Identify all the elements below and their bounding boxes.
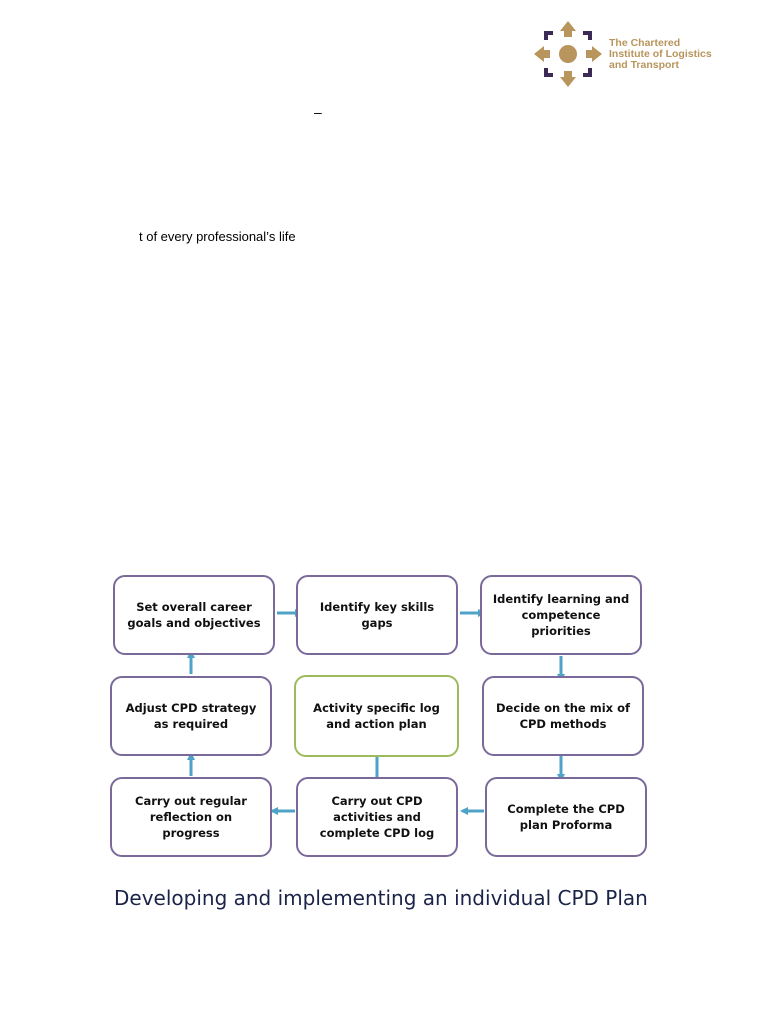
node-complete-cpd-proforma: Complete the CPD plan Proforma bbox=[485, 777, 647, 857]
node-decide-cpd-methods: Decide on the mix of CPD methods bbox=[482, 676, 644, 756]
node-carry-out-cpd-activities: Carry out CPD activities and complete CPD log bbox=[296, 777, 458, 857]
diagram-caption: Developing and implementing an individual CPD Plan bbox=[114, 886, 648, 910]
node-activity-log-action-plan: Activity specific log and action plan bbox=[294, 675, 459, 757]
body-text-fragment: t of every professional’s life bbox=[139, 229, 296, 244]
logo-line-1: The Chartered bbox=[609, 37, 681, 49]
logo-line-3: and Transport bbox=[609, 59, 680, 71]
logo-line-2: Institute of Logistics bbox=[609, 48, 712, 60]
node-carry-out-reflection: Carry out regular reflection on progress bbox=[110, 777, 272, 857]
node-adjust-cpd-strategy: Adjust CPD strategy as required bbox=[110, 676, 272, 756]
node-set-career-goals: Set overall career goals and objectives bbox=[113, 575, 275, 655]
node-identify-skills-gaps: Identify key skills gaps bbox=[296, 575, 458, 655]
node-identify-learning-priorities: Identify learning and competence priorities bbox=[480, 575, 642, 655]
heading-dash: – bbox=[314, 104, 322, 120]
